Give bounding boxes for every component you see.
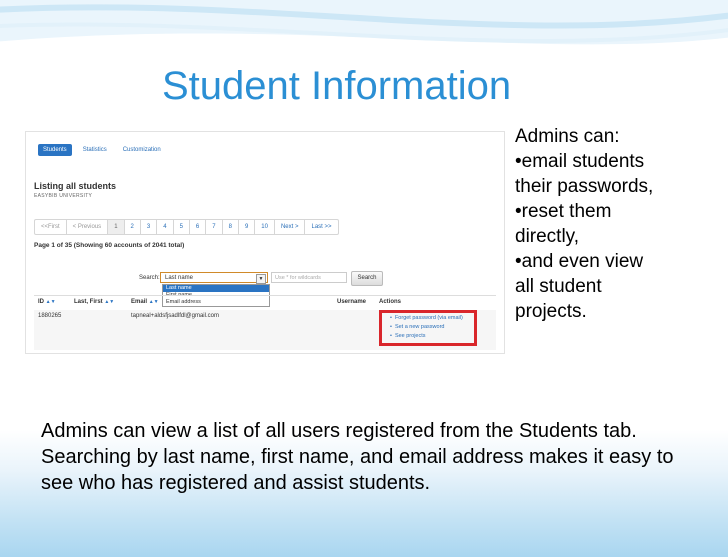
dropdown-option-first-name[interactable]: First name <box>166 292 192 298</box>
admin-capabilities-callout <box>515 124 715 324</box>
callout-line: •and even view <box>515 251 644 272</box>
pager-last[interactable]: Last >> <box>311 224 332 230</box>
dropdown-option-last-name[interactable]: Last name <box>163 285 269 292</box>
callout-heading: Admins can: <box>515 126 620 147</box>
table-header <box>34 295 496 311</box>
callout-line: projects. <box>515 301 587 322</box>
pager-page-4[interactable]: 4 <box>157 220 173 234</box>
search-label: Search: <box>139 275 160 281</box>
pager-page-9[interactable]: 9 <box>239 220 255 234</box>
pager-page-3[interactable]: 3 <box>141 220 157 234</box>
institution-name: EASYBIB UNIVERSITY <box>34 193 93 199</box>
sort-icon: ▲▼ <box>45 299 56 305</box>
callout-line: all student <box>515 276 602 297</box>
sort-icon: ▲▼ <box>104 299 115 305</box>
row-id: 1880265 <box>38 313 62 319</box>
tab-students[interactable]: Students <box>38 144 72 156</box>
col-actions: Actions <box>379 299 402 305</box>
dropdown-option-email[interactable]: Email address <box>166 299 201 305</box>
search-field-selected: Last name <box>165 275 194 281</box>
row-email: tapneal+aldsfjsadlfdl@gmail.com <box>131 313 219 319</box>
slide-caption: Admins can view a list of all users registered from the Students tab. Searching by last name, first name, and email address makes it easy to see who has registered and assist students. <box>41 420 674 494</box>
pager-first[interactable]: <<First <box>35 220 67 234</box>
pager-page-8[interactable]: 8 <box>223 220 239 234</box>
pager-page-2[interactable]: 2 <box>125 220 141 234</box>
pager-previous[interactable]: < Previous <box>67 220 109 234</box>
pagination <box>34 219 339 235</box>
col-id[interactable]: ID ▲▼ <box>38 299 56 305</box>
col-username: Username <box>337 299 367 305</box>
actions-highlight-box <box>379 310 477 346</box>
chevron-down-icon[interactable]: ▼ <box>256 274 266 284</box>
tab-bar <box>38 144 166 156</box>
pager-next[interactable]: Next > <box>275 220 306 234</box>
search-field-select[interactable] <box>160 272 268 283</box>
callout-line: directly, <box>515 226 580 247</box>
admin-panel-screenshot <box>25 131 505 354</box>
results-summary: Page 1 of 35 (Showing 60 accounts of 2041 total) <box>34 242 185 249</box>
callout-line: their passwords, <box>515 176 654 197</box>
search-input[interactable] <box>272 273 348 282</box>
pager-page-6[interactable]: 6 <box>190 220 206 234</box>
search-button[interactable]: Search <box>351 271 383 286</box>
callout-line: •email students <box>515 151 645 172</box>
sort-icon: ▲▼ <box>148 299 159 305</box>
listing-title: Listing all students <box>34 181 117 191</box>
tab-customization[interactable]: Customization <box>122 147 161 153</box>
slide-title: Student Information <box>162 64 512 108</box>
forget-password-link[interactable]: • Forget password (via email) <box>390 315 463 321</box>
set-password-link[interactable]: • Set a new password <box>390 324 444 330</box>
col-name[interactable]: Last, First ▲▼ <box>74 299 115 305</box>
see-projects-link[interactable]: • See projects <box>390 333 426 339</box>
pager-page-1[interactable]: 1 <box>108 220 124 234</box>
pager-page-10[interactable]: 10 <box>255 220 275 234</box>
search-input-wrapper <box>271 272 347 283</box>
tab-statistics[interactable]: Statistics <box>82 147 107 153</box>
col-email[interactable]: Email ▲▼ <box>131 299 159 305</box>
callout-line: •reset them <box>515 201 612 222</box>
pager-page-5[interactable]: 5 <box>174 220 190 234</box>
pager-page-7[interactable]: 7 <box>206 220 222 234</box>
